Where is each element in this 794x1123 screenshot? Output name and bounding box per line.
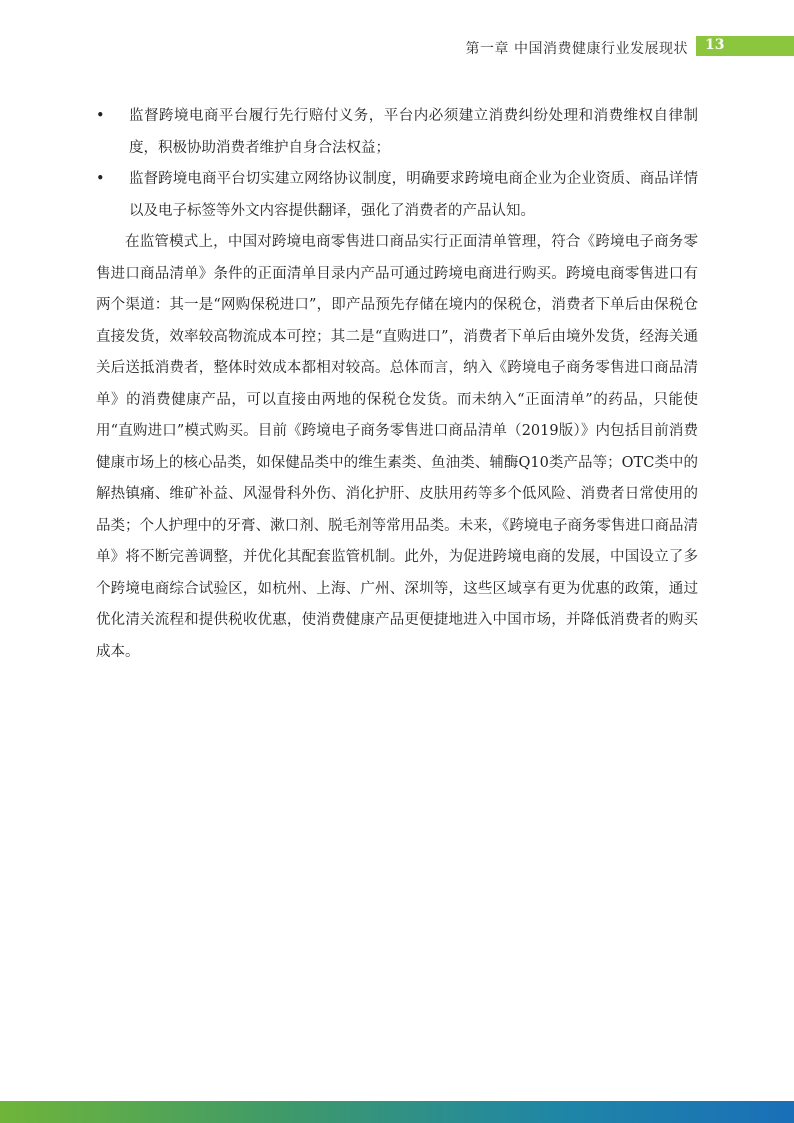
page-header: [0, 36, 794, 58]
body-paragraph: 在监管模式上，中国对跨境电商零售进口商品实行正面清单管理，符合《跨境电子商务零售进口商品清单》条件的正面清单目录内产品可通过跨境电商进行购买。跨境电商零售进口有两个渠道：其一是“网购保税进口”，即产品预先存储在境内的保税仓，消费者下单后由保税仓直接发货，效率较高物流成本可控；其二是“直购进口”，消费者下单后由境外发货，经海关通关后送抵消费者，整体时效成本都相对较高。总体而言，纳入《跨境电子商务零售进口商品清单》的消费健康产品，可以直接由两地的保税仓发货。而未纳入“正面清单”的药品，只能使用“直购进口”模式购买。目前《跨境电子商务零售进口商品清单（2019版）》内包括目前消费健康市场上的核心品类，如保健品类中的维生素类、鱼油类、辅酶Q10类产品等；OTC类中的解热镇痛、维矿补益、风湿骨科外伤、消化护肝、皮肤用药等多个低风险、消费者日常使用的品类；个人护理中的牙膏、漱口剂、脱毛剂等常用品类。未来，《跨境电子商务零售进口商品清单》将不断完善调整，并优化其配套监管机制。此外，为促进跨境电商的发展，中国设立了多个跨境电商综合试验区，如杭州、上海、广州、深圳等，这些区域享有更为优惠的政策，通过优化清关流程和提供税收优惠，使消费健康产品更便捷地进入中国市场，并降低消费者的购买成本。: [96, 234, 698, 660]
bullet-text: 监督跨境电商平台履行先行赔付义务，平台内必须建立消费纠纷处理和消费维权自律制度，积极协助消费者维护自身合法权益；: [129, 108, 698, 156]
bullet-item: [96, 101, 698, 164]
body-content: [96, 101, 698, 668]
bullet-item: [96, 164, 698, 227]
bullet-dot-icon: •: [96, 108, 105, 124]
bullet-dot-icon: •: [96, 171, 105, 187]
page-number: 13: [705, 37, 725, 53]
footer-gradient-bar: [0, 1101, 794, 1123]
chapter-title: 第一章 中国消费健康行业发展现状: [465, 41, 688, 57]
page-number-badge: [696, 36, 794, 56]
bullet-text: 监督跨境电商平台切实建立网络协议制度，明确要求跨境电商企业为企业资质、商品详情以及电子标签等外文内容提供翻译，强化了消费者的产品认知。: [129, 171, 698, 219]
